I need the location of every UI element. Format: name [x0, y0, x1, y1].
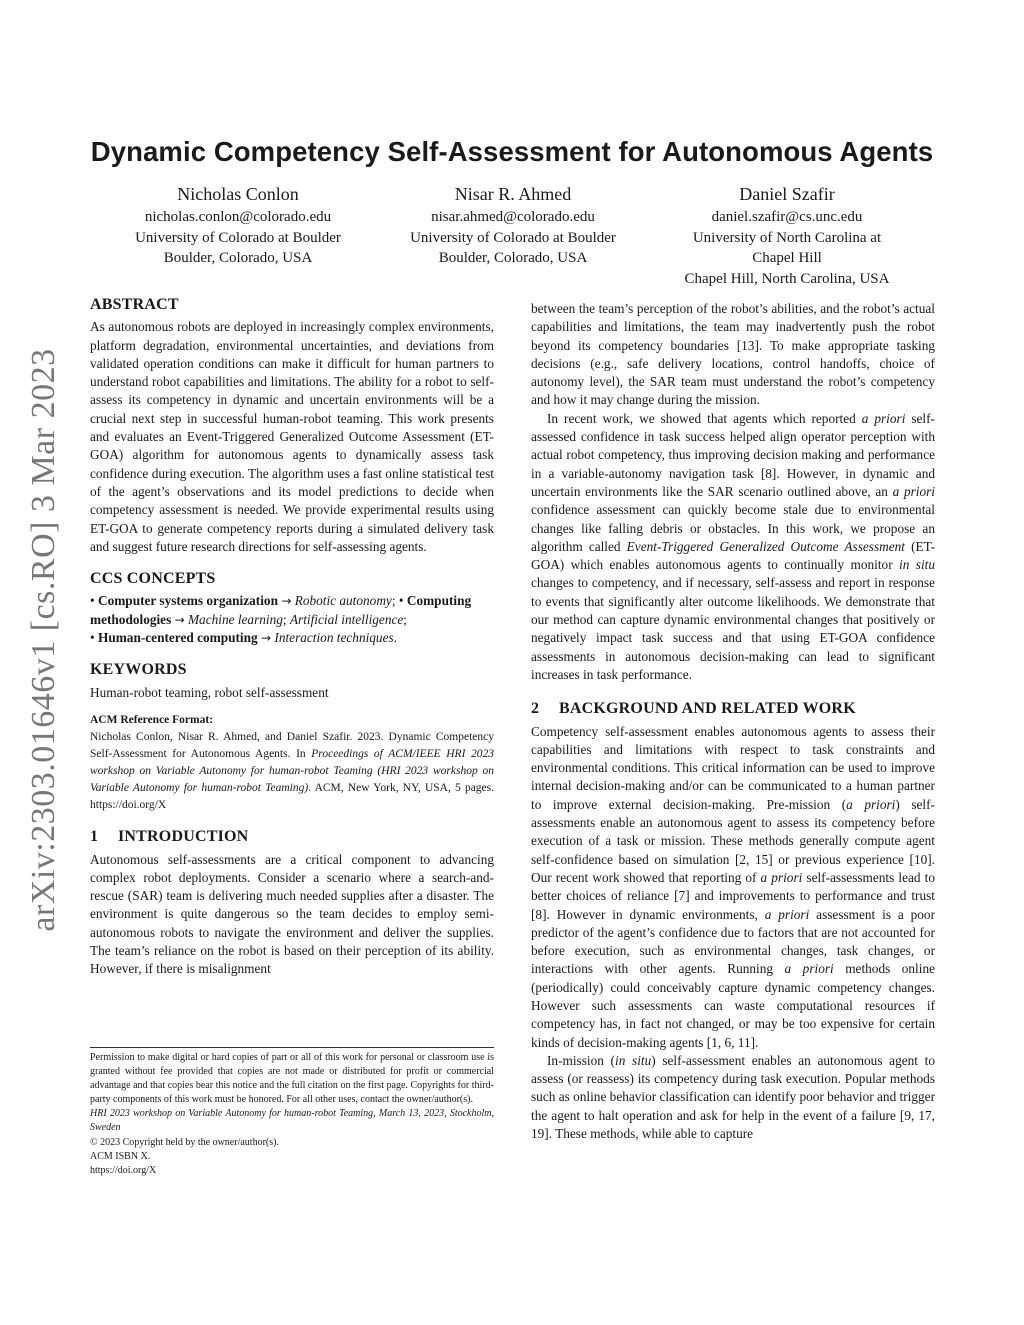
permission-notice: Permission to make digital or hard copies of part or all of this work for personal or classroom use is granted without fee provided that copies are not made or distributed for profit or commercial advantage and that copies bear this notice and the full citation on the first page. Copyrights for third-party components of this work must be honored. For all other uses, contact the owner/author(s).: [90, 1052, 494, 1106]
paper-title: Dynamic Competency Self-Assessment for Autonomous Agents: [90, 136, 934, 167]
author-affiliation: University of Colorado at Boulder: [410, 229, 616, 246]
ccs-item-3: Human-centered computing: [97, 630, 258, 646]
author-affiliation-cont: Chapel Hill: [752, 250, 822, 266]
abstract-text: As autonomous robots are deployed in increasingly complex environments, platform degradation, environmental uncertainties, and deviations from validated operation conditions can make it difficult for human partners to understand robot capabilities and limitations. The ability for a robot to self-assess its competency in dynamic and uncertain environments will be a crucial next step in successful human-robot teaming. This work presents and evaluates an Event-Triggered Generalized Outcome Assessment (ET-GOA) algorithm for autonomous agents to dynamically assess task confidence during execution. The algorithm uses a fast online statistical test of the agent’s observations and its model predictions to decide when competency assessment is needed. We provide experimental results using ET-GOA to generate competency reports during a simulated delivery task and suggest future research directions for self-assessing agents.: [90, 319, 494, 554]
author-affiliation: University of Colorado at Boulder: [135, 229, 341, 246]
author-name: Daniel Szafir: [739, 184, 835, 204]
keywords-heading: KEYWORDS: [90, 661, 187, 679]
background-heading: 2 BACKGROUND AND RELATED WORK: [531, 700, 856, 718]
author-location: Boulder, Colorado, USA: [163, 250, 313, 266]
left-column: [90, 296, 494, 979]
copyright-notice: © 2023 Copyright held by the owner/author(s).: [90, 1136, 279, 1148]
intro-text: Autonomous self-assessments are a critical component to advancing complex robot deployments. Consider a scenario where a search-and-rescue (SAR) team is delivering much needed supplies after a disaster. The environment is quite dangerous so the team decides to employ semi-autonomous robots to navigate the environment and deliver the supplies. The team’s reliance on the robot is based on their perception of its ability. However, if there is misalignment: [90, 851, 494, 977]
author-name: Nisar R. Ahmed: [454, 184, 572, 204]
right-column: [531, 300, 935, 1143]
author-location: Chapel Hill, North Carolina, USA: [684, 270, 890, 287]
ccs-concepts: • Computer systems organization → Robotic autonomy; • Computing methodologies → Machine learning; Artificial intelligence; • Human-centered computing → Interaction techniques.: [90, 593, 472, 646]
keywords-text: Human-robot teaming, robot self-assessment: [90, 684, 329, 700]
intro-paragraph-2: In recent work, we showed that agents which reported a priori self-assessed confidence in task success helped align operator perception with actual robot competency, thus improving decision making and performance in a variable-autonomy navigation task [8]. However, in dynamic and uncertain environments like the SAR scenario outlined above, an a priori confidence assessment can quickly become stale due to environmental changes like falling debris or obstacles. In this work, we propose an algorithm called Event-Triggered Generalized Outcome Assessment (ET-GOA) which enables autonomous agents to continually monitor in situ changes to competency, and if necessary, self-assess and report in response to events that significantly alter outcome likelihoods. We demonstrate that our method can capture dynamic environmental changes that positively or negatively impact task success and that using ET-GOA confidence assessments in autonomous decision-making can lead to significant increases in task performance.: [531, 410, 935, 682]
doi-notice: https://doi.org/X: [90, 1164, 157, 1176]
acm-reference-text: Nicholas Conlon, Nisar R. Ahmed, and Daniel Szafir. 2023. Dynamic Competency Self-Assessment for Autonomous Agents. In Proceedings of ACM/IEEE HRI 2023 workshop on Variable Autonomy for human-robot Teaming (HRI 2023 workshop on Variable Autonomy for human-robot Teaming). ACM, New York, NY, USA, 5 pages. https://doi.org/X: [90, 731, 495, 812]
background-paragraph-2: In-mission (in situ) self-assessment enables an autonomous agent to assess (or reassess) its competency during task execution. Popular methods such as online behavior classification can identify poor behavior and trigger the agent to halt operation and ask for help in the event of a failure [9, 17, 19]. These methods, while able to capture: [531, 1052, 935, 1142]
ccs-heading: CCS CONCEPTS: [90, 570, 216, 588]
isbn-notice: ACM ISBN X.: [90, 1150, 151, 1162]
acm-reference-label: ACM Reference Format:: [90, 713, 214, 726]
intro-continued: between the team’s perception of the robot’s abilities, and the robot’s actual capabilities and limitations, the team may inadvertently push the robot beyond its competency boundaries [13]. To make appropriate tasking decisions (e.g., safe delivery locations, control handoffs, choice of autonomy level), the SAR team must understand the robot’s competency and how it may change during the mission.: [531, 301, 935, 408]
arxiv-identifier: arXiv:2303.01646v1 [cs.RO] 3 Mar 2023: [25, 348, 62, 932]
author-email: nicholas.conlon@colorado.edu: [144, 209, 332, 225]
author-email: nisar.ahmed@colorado.edu: [431, 209, 595, 225]
author-location: Boulder, Colorado, USA: [438, 250, 588, 266]
background-paragraph-1: Competency self-assessment enables autonomous agents to assess their capabilities and limitations with respect to task constraints and environmental conditions. This critical information can be used to improve internal decision-making and/or can be communicated to a human partner to improve external decision-making. Pre-mission (a priori) self-assessments enable an autonomous agent to assess its competency before execution of a task or mission. These methods generally compute agent self-confidence based on simulation [2, 15] or previous experience [10]. Our recent work showed that reporting of a priori self-assessments lead to better choices of reliance [7] and improvements to performance and trust [8]. However in dynamic environments, a priori assessment is a poor predictor of the agent’s confidence due to factors that are not accounted for before execution, such as environmental changes, task changes, or interactions with other agents. Running a priori methods online (periodically) could conceivably capture dynamic competency changes. However such assessments can waste computational resources if competency has, in fact not changed, or may be too expensive for certain kinds of decision-making agents [1, 6, 11].: [531, 723, 935, 1050]
intro-heading: 1 INTRODUCTION: [90, 828, 249, 846]
author-block-2: [383, 182, 643, 269]
author-email: daniel.szafir@cs.unc.edu: [711, 209, 863, 225]
ccs-item-2: Computing methodologies: [90, 593, 472, 627]
venue-notice: HRI 2023 workshop on Variable Autonomy for human-robot Teaming, March 13, 2023, Stockholm, Sweden: [90, 1108, 494, 1134]
ccs-item-1: Computer systems organization: [97, 593, 278, 609]
abstract-heading: ABSTRACT: [90, 296, 179, 313]
author-block-3: [657, 182, 917, 289]
author-name: Nicholas Conlon: [177, 184, 299, 204]
author-block-1: [108, 182, 368, 269]
copyright-footnote: [90, 1047, 494, 1178]
author-affiliation: University of North Carolina at: [692, 229, 882, 246]
